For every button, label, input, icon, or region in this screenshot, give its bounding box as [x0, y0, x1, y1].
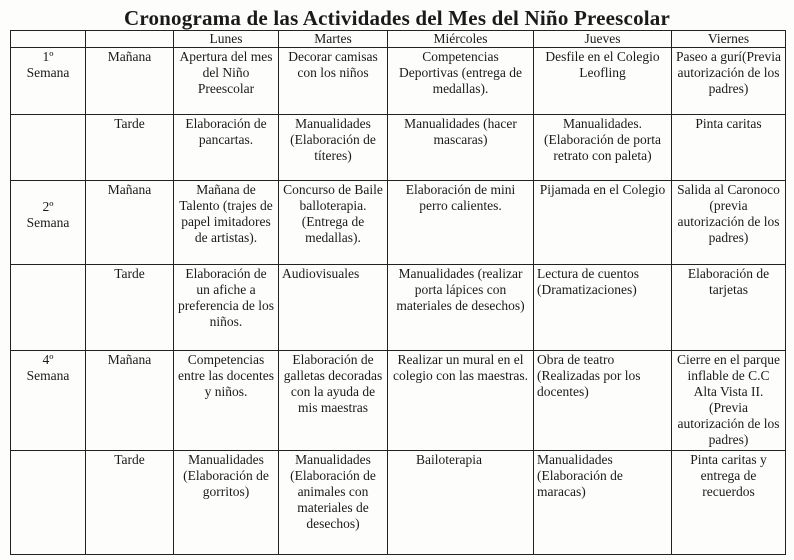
activity-cell: Decorar camisas con los niños: [279, 48, 388, 115]
activity-cell: Manualidades (Elaboración de gorritos): [174, 451, 279, 555]
table-row: [11, 351, 786, 451]
week-number: 2º: [42, 199, 54, 214]
header-row: [11, 31, 786, 48]
activity-cell: Manualidades (hacer mascaras): [388, 115, 534, 181]
activity-cell: Pinta caritas y entrega de recuerdos: [672, 451, 786, 555]
activity-cell: Audiovisuales: [279, 265, 388, 351]
activity-cell: Manualidades (Elaboración de maracas): [534, 451, 672, 555]
week-label-cell: [11, 451, 86, 555]
activity-cell: Manualidades. (Elaboración de porta retrato con paleta): [534, 115, 672, 181]
week-label-cell: [11, 265, 86, 351]
shift-label: Mañana: [86, 351, 174, 451]
schedule-table: [10, 30, 786, 555]
activity-cell: Salida al Caronoco (previa autorización de los padres): [672, 181, 786, 265]
week-label-cell: [11, 351, 86, 451]
activity-cell: Elaboración de un afiche a preferencia de los niños.: [174, 265, 279, 351]
shift-label: Tarde: [86, 451, 174, 555]
activity-cell: Elaboración de pancartas.: [174, 115, 279, 181]
activity-cell: Realizar un mural en el colegio con las maestras.: [388, 351, 534, 451]
shift-header-cell: [86, 31, 174, 48]
day-header: Jueves: [534, 31, 672, 48]
week-word: Semana: [26, 215, 70, 230]
activity-cell: Cierre en el parque inflable de C.C Alta Vista II.(Previa autorización de los padres): [672, 351, 786, 451]
week-label-cell: [11, 115, 86, 181]
table-row: [11, 451, 786, 555]
week-number: 1º: [42, 49, 54, 64]
activity-cell: Apertura del mes del Niño Preescolar: [174, 48, 279, 115]
week-word: Semana: [26, 368, 70, 383]
day-header: Martes: [279, 31, 388, 48]
activity-cell: Concurso de Baile balloterapia. (Entrega de medallas).: [279, 181, 388, 265]
activity-cell: Paseo a gurí(Previa autorización de los padres): [672, 48, 786, 115]
activity-cell: Competencias Deportivas (entrega de medallas).: [388, 48, 534, 115]
week-word: Semana: [26, 65, 70, 80]
week-number: 4º: [42, 352, 54, 367]
activity-cell: Mañana de Talento (trajes de papel imitadores de artistas).: [174, 181, 279, 265]
shift-label: Mañana: [86, 181, 174, 265]
activity-cell: Lectura de cuentos (Dramatizaciones): [534, 265, 672, 351]
table-row: [11, 181, 786, 265]
shift-label: Mañana: [86, 48, 174, 115]
activity-cell: Manualidades (Elaboración de animales con materiales de desechos): [279, 451, 388, 555]
day-header: Lunes: [174, 31, 279, 48]
corner-cell: [11, 31, 86, 48]
table-row: [11, 48, 786, 115]
activity-cell: Obra de teatro (Realizadas por los docentes): [534, 351, 672, 451]
table-row: [11, 115, 786, 181]
activity-cell: Manualidades (realizar porta lápices con materiales de desechos): [388, 265, 534, 351]
activity-cell: Competencias entre las docentes y niños.: [174, 351, 279, 451]
activity-cell: Bailoterapia: [388, 451, 534, 555]
activity-cell: Elaboración de tarjetas: [672, 265, 786, 351]
activity-cell: Elaboración de mini perro calientes.: [388, 181, 534, 265]
day-header: Miércoles: [388, 31, 534, 48]
table-row: [11, 265, 786, 351]
week-label-cell: [11, 48, 86, 115]
activity-cell: Pinta caritas: [672, 115, 786, 181]
activity-cell: Desfile en el Colegio Leofling: [534, 48, 672, 115]
page-title: Cronograma de las Actividades del Mes del Niño Preescolar: [123, 6, 671, 30]
shift-label: Tarde: [86, 265, 174, 351]
activity-cell: Elaboración de galletas decoradas con la ayuda de mis maestras: [279, 351, 388, 451]
day-header: Viernes: [672, 31, 786, 48]
activity-cell: Pijamada en el Colegio: [534, 181, 672, 265]
activity-cell: Manualidades (Elaboración de títeres): [279, 115, 388, 181]
shift-label: Tarde: [86, 115, 174, 181]
week-label-cell: [11, 181, 86, 265]
